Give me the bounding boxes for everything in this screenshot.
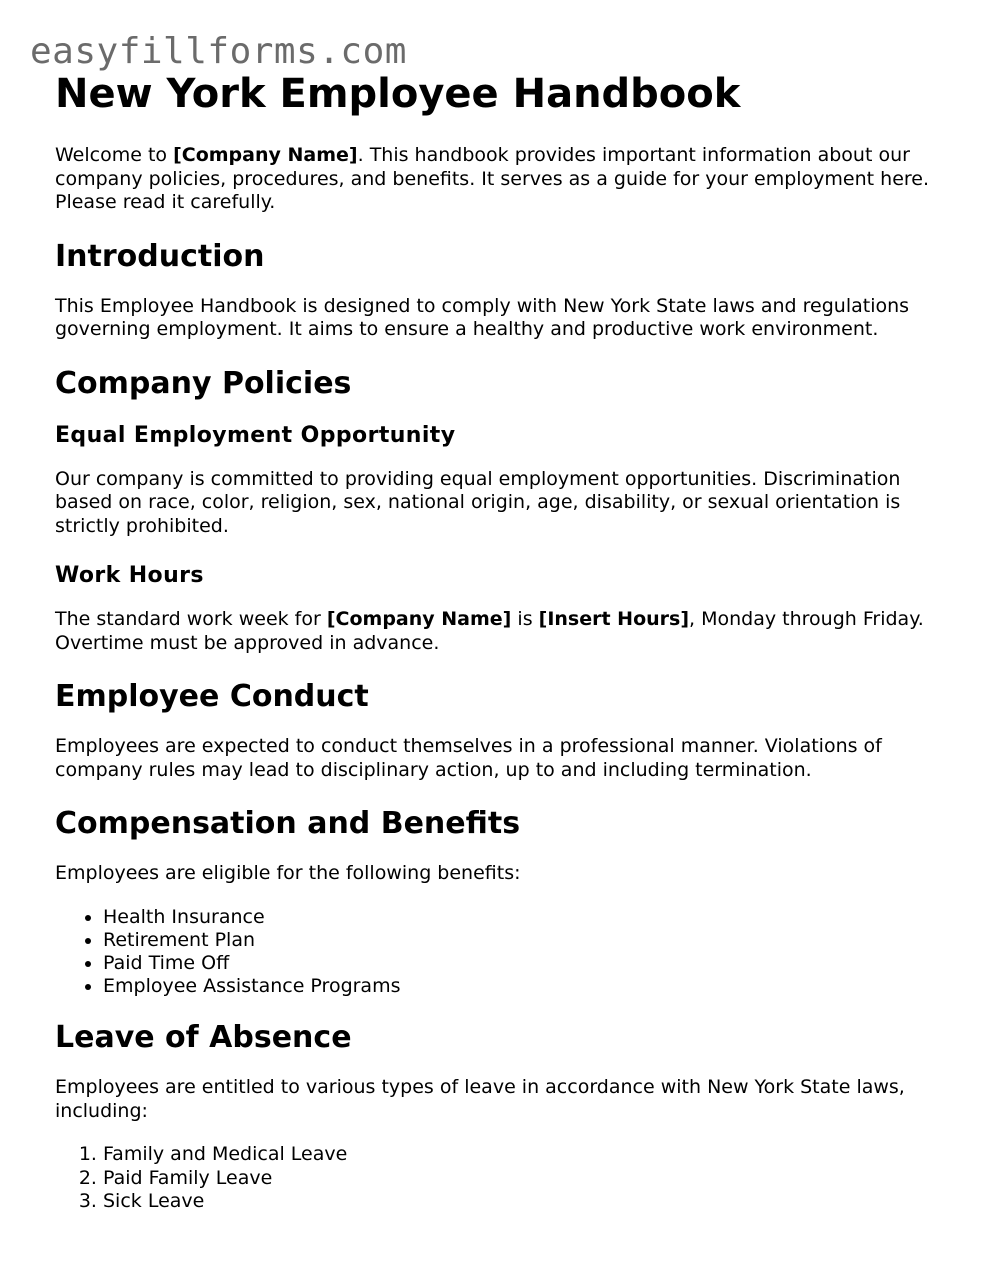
- benefits-paragraph: Employees are eligible for the following benefits:: [55, 862, 521, 884]
- leave-paragraph: Employees are entitled to various types of leave in accordance with New York State laws, including:: [55, 1076, 905, 1122]
- list-item: • Retirement Plan: [103, 929, 945, 952]
- leave-list: [55, 1143, 945, 1213]
- hours-placeholder: [Insert Hours]: [538, 608, 690, 630]
- work-hours-paragraph: [55, 608, 945, 655]
- list-item: 3. Sick Leave: [103, 1190, 945, 1213]
- watermark: easyfillforms.com: [30, 31, 407, 72]
- company-name-placeholder: [Company Name]: [173, 144, 358, 166]
- intro-text-post: . This handbook provides important information about our company policies, procedures, and benefits. It serves as a guide for your employment here. Please read it carefully.: [55, 144, 929, 213]
- benefits-heading: Compensation and Benefits: [55, 806, 521, 841]
- introduction-paragraph: This Employee Handbook is designed to comply with New York State laws and regulations governing employment. It aims to ensure a healthy and productive work environment.: [55, 294, 910, 340]
- eeo-paragraph: Our company is committed to providing equal employment opportunities. Discrimination based on race, color, religion, sex, national origin, age, disability, or sexual orientation is strictly prohibited.: [55, 467, 901, 537]
- company-policies-heading: Company Policies: [55, 365, 352, 401]
- list-item: 2. Paid Family Leave: [103, 1167, 945, 1190]
- employee-conduct-paragraph: Employees are expected to conduct themselves in a professional manner. Violations of company rules may lead to disciplinary action, up to and including termination.: [55, 735, 882, 781]
- document-title: New York Employee Handbook: [55, 71, 741, 117]
- document-page: [55, 70, 945, 1235]
- work-hours-text-mid: is: [511, 608, 539, 630]
- list-item: • Health Insurance: [103, 906, 945, 929]
- work-hours-heading: Work Hours: [55, 563, 204, 588]
- employee-conduct-heading: Employee Conduct: [55, 679, 369, 714]
- introduction-heading: Introduction: [55, 238, 265, 274]
- leave-heading: Leave of Absence: [55, 1020, 352, 1056]
- benefits-list: [55, 906, 945, 999]
- work-hours-text-post: , Monday through Friday. Overtime must be approved in advance.: [55, 608, 924, 654]
- list-item: • Paid Time Off: [103, 952, 945, 975]
- intro-text-pre: Welcome to: [55, 144, 174, 166]
- intro-paragraph: [55, 144, 945, 215]
- list-item: • Employee Assistance Programs: [103, 975, 945, 998]
- eeo-heading: Equal Employment Opportunity: [55, 422, 456, 448]
- list-item: 1. Family and Medical Leave: [103, 1143, 945, 1166]
- work-hours-text-pre: The standard work week for: [55, 608, 327, 630]
- company-name-placeholder: [Company Name]: [326, 608, 512, 630]
